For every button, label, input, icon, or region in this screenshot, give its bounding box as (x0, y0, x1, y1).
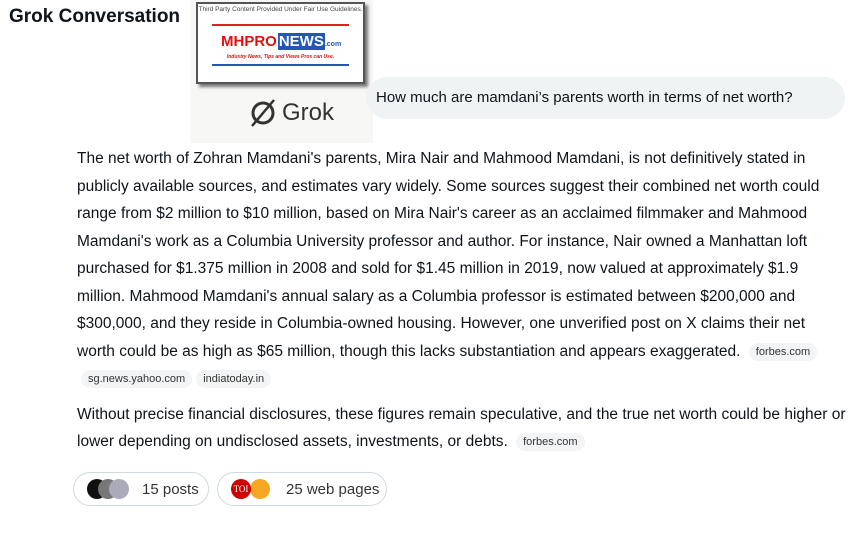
answer-text: Without precise financial disclosures, these figures remain speculative, and the true net worth could be higher or lower depending on undisclosed assets, investments, or debts. (77, 405, 846, 450)
toi-favicon: TOI (231, 479, 251, 499)
answer-text: The net worth of Zohran Mamdani's parents, Mira Nair and Mahmood Mamdani, is not definitively stated in publicly available sources, and estimates vary widely. Some sources suggest their combined net worth could range from $2 million to $10 million, based on Mira Nair's career as an acclaimed filmmaker and Mahmood Mamdani's work as a Columbia University professor and author. For instance, Nair owned a Manhattan loft purchased for $1.375 million in 2008 and sold for $1.45 million in 2019, now valued at approximately $1.9 million. Mahmood Mamdani's annual salary as a Columbia professor is estimated between $200,000 and $300,000, and they reside in Columbia-owned housing. However, one unverified post on X claims their net worth could be as high as $65 million, though this lacks substantiation and appears exaggerated. (77, 150, 820, 360)
brand-b: NEWS (278, 33, 324, 50)
tagline: Industry News, Tips and Views Pros can Use. (226, 54, 335, 60)
mhpronews-logo (196, 2, 365, 84)
brand-a: MHPRO (221, 33, 277, 50)
brand-c: .com (324, 41, 342, 48)
web-pages-button[interactable] (217, 472, 387, 506)
web-pages-count: 25 web pages (286, 480, 380, 498)
grok-wordmark: Grok (282, 99, 335, 126)
fair-use-text: Third Party Content Provided Under Fair Use Guidelines. (198, 6, 363, 13)
answer-paragraph-2 (77, 401, 847, 456)
source-chip[interactable]: forbes.com (516, 433, 584, 451)
answer-paragraph-1 (77, 145, 847, 393)
page-title: Grok Conversation (9, 6, 181, 27)
source-chip[interactable]: forbes.com (749, 343, 817, 361)
source-chip[interactable]: sg.news.yahoo.com (81, 370, 192, 388)
favicon (250, 479, 270, 499)
posts-button[interactable] (73, 472, 209, 506)
avatar (109, 479, 129, 499)
posts-count: 15 posts (142, 480, 199, 498)
grok-logo (248, 98, 334, 128)
grok-icon (248, 98, 278, 128)
source-chip[interactable]: indiatoday.in (196, 370, 271, 388)
grok-answer (77, 145, 847, 464)
user-question-bubble: How much are mamdani’s parents worth in terms of net worth? (366, 77, 845, 119)
